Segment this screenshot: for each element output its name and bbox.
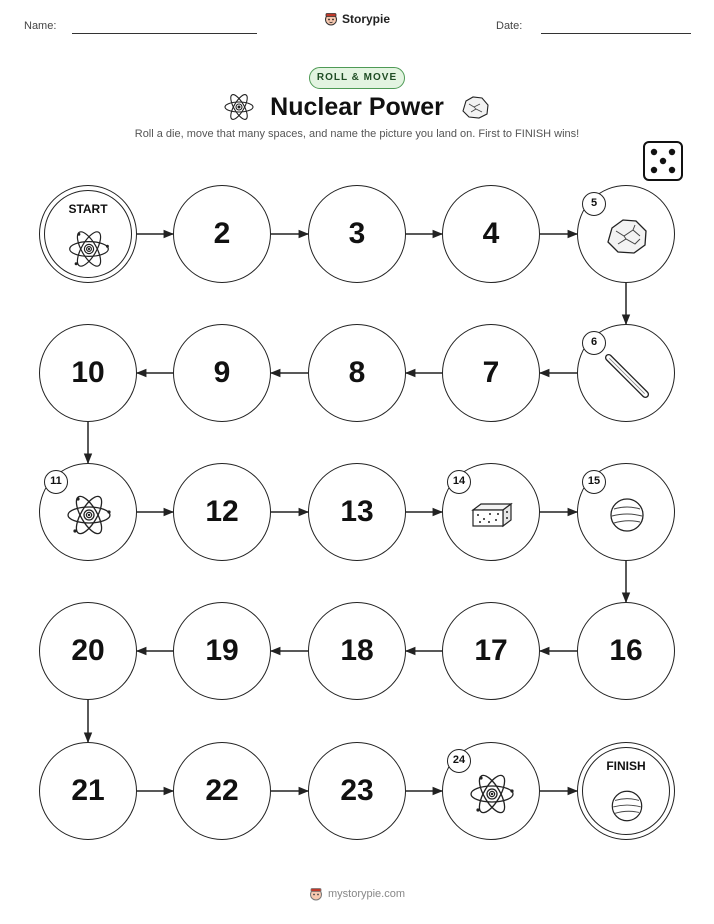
space-number: 21 (71, 774, 105, 807)
storypie-mascot-icon (324, 12, 338, 26)
board-space[interactable] (442, 602, 540, 700)
start-label: START (68, 202, 108, 216)
finish-label: FINISH (606, 759, 646, 773)
space-number: 20 (71, 634, 105, 667)
space-number-badge: 11 (44, 470, 68, 494)
roll-and-move-badge: ROLL & MOVE (309, 67, 405, 89)
space-number: 19 (205, 634, 239, 667)
board-space[interactable] (308, 602, 406, 700)
space-number: 13 (340, 495, 374, 528)
space-number: 22 (205, 774, 239, 807)
rock-icon (602, 212, 652, 262)
fuel-rod-icon (602, 351, 652, 401)
space-number: 18 (340, 634, 374, 667)
space-number-badge: 5 (582, 192, 606, 216)
board-space[interactable] (308, 324, 406, 422)
board-space[interactable] (308, 185, 406, 283)
board-space[interactable] (442, 742, 540, 840)
board-space[interactable] (442, 324, 540, 422)
board-space[interactable] (442, 185, 540, 283)
name-label: Name: (24, 20, 57, 32)
board-space[interactable] (577, 185, 675, 283)
space-number: 3 (348, 217, 366, 250)
atom-icon (64, 490, 114, 540)
die-icon (643, 141, 683, 181)
space-number-badge: 6 (582, 331, 606, 355)
finish-space[interactable] (577, 742, 675, 840)
board-space[interactable] (173, 185, 271, 283)
board-space[interactable] (577, 602, 675, 700)
title-text: Nuclear Power (270, 92, 444, 121)
board-space[interactable] (577, 463, 675, 561)
atom-icon (467, 769, 517, 819)
space-number-badge: 15 (582, 470, 606, 494)
board-space[interactable] (173, 742, 271, 840)
start-space[interactable] (39, 185, 137, 283)
instructions-text: Roll a die, move that many spaces, and name the picture you land on. First to FINISH wins! (134, 128, 580, 140)
rock-icon (458, 92, 492, 122)
board-space[interactable] (39, 463, 137, 561)
footer (0, 887, 714, 904)
atom-icon (222, 92, 256, 122)
fuel-pellet-icon (467, 490, 517, 540)
date-label: Date: (496, 20, 523, 32)
board-space[interactable] (39, 602, 137, 700)
atom-icon (66, 226, 112, 272)
space-number: 10 (71, 356, 105, 389)
name-line[interactable] (72, 33, 257, 34)
page-title (0, 92, 714, 129)
board-space[interactable] (308, 463, 406, 561)
board-space[interactable] (173, 602, 271, 700)
space-number: 9 (213, 356, 231, 389)
board-space[interactable] (442, 463, 540, 561)
space-number: 16 (609, 634, 643, 667)
space-number-badge: 24 (447, 749, 471, 773)
space-number: 17 (474, 634, 508, 667)
board-space[interactable] (577, 324, 675, 422)
brand-logo (0, 12, 714, 29)
space-number-badge: 14 (447, 470, 471, 494)
board-space[interactable] (308, 742, 406, 840)
space-number: 4 (482, 217, 500, 250)
date-line[interactable] (541, 33, 691, 34)
board-space[interactable] (39, 324, 137, 422)
sphere-icon (602, 490, 652, 540)
board-space[interactable] (173, 324, 271, 422)
space-number: 8 (348, 356, 366, 389)
space-number: 2 (213, 217, 231, 250)
sphere-icon (604, 783, 650, 829)
footer-url[interactable]: mystorypie.com (327, 888, 406, 900)
brand-name: Storypie (341, 12, 390, 26)
space-number: 12 (205, 495, 239, 528)
space-number: 7 (482, 356, 500, 389)
board-space[interactable] (173, 463, 271, 561)
storypie-mascot-icon (309, 887, 323, 901)
board-space[interactable] (39, 742, 137, 840)
space-number: 23 (340, 774, 374, 807)
